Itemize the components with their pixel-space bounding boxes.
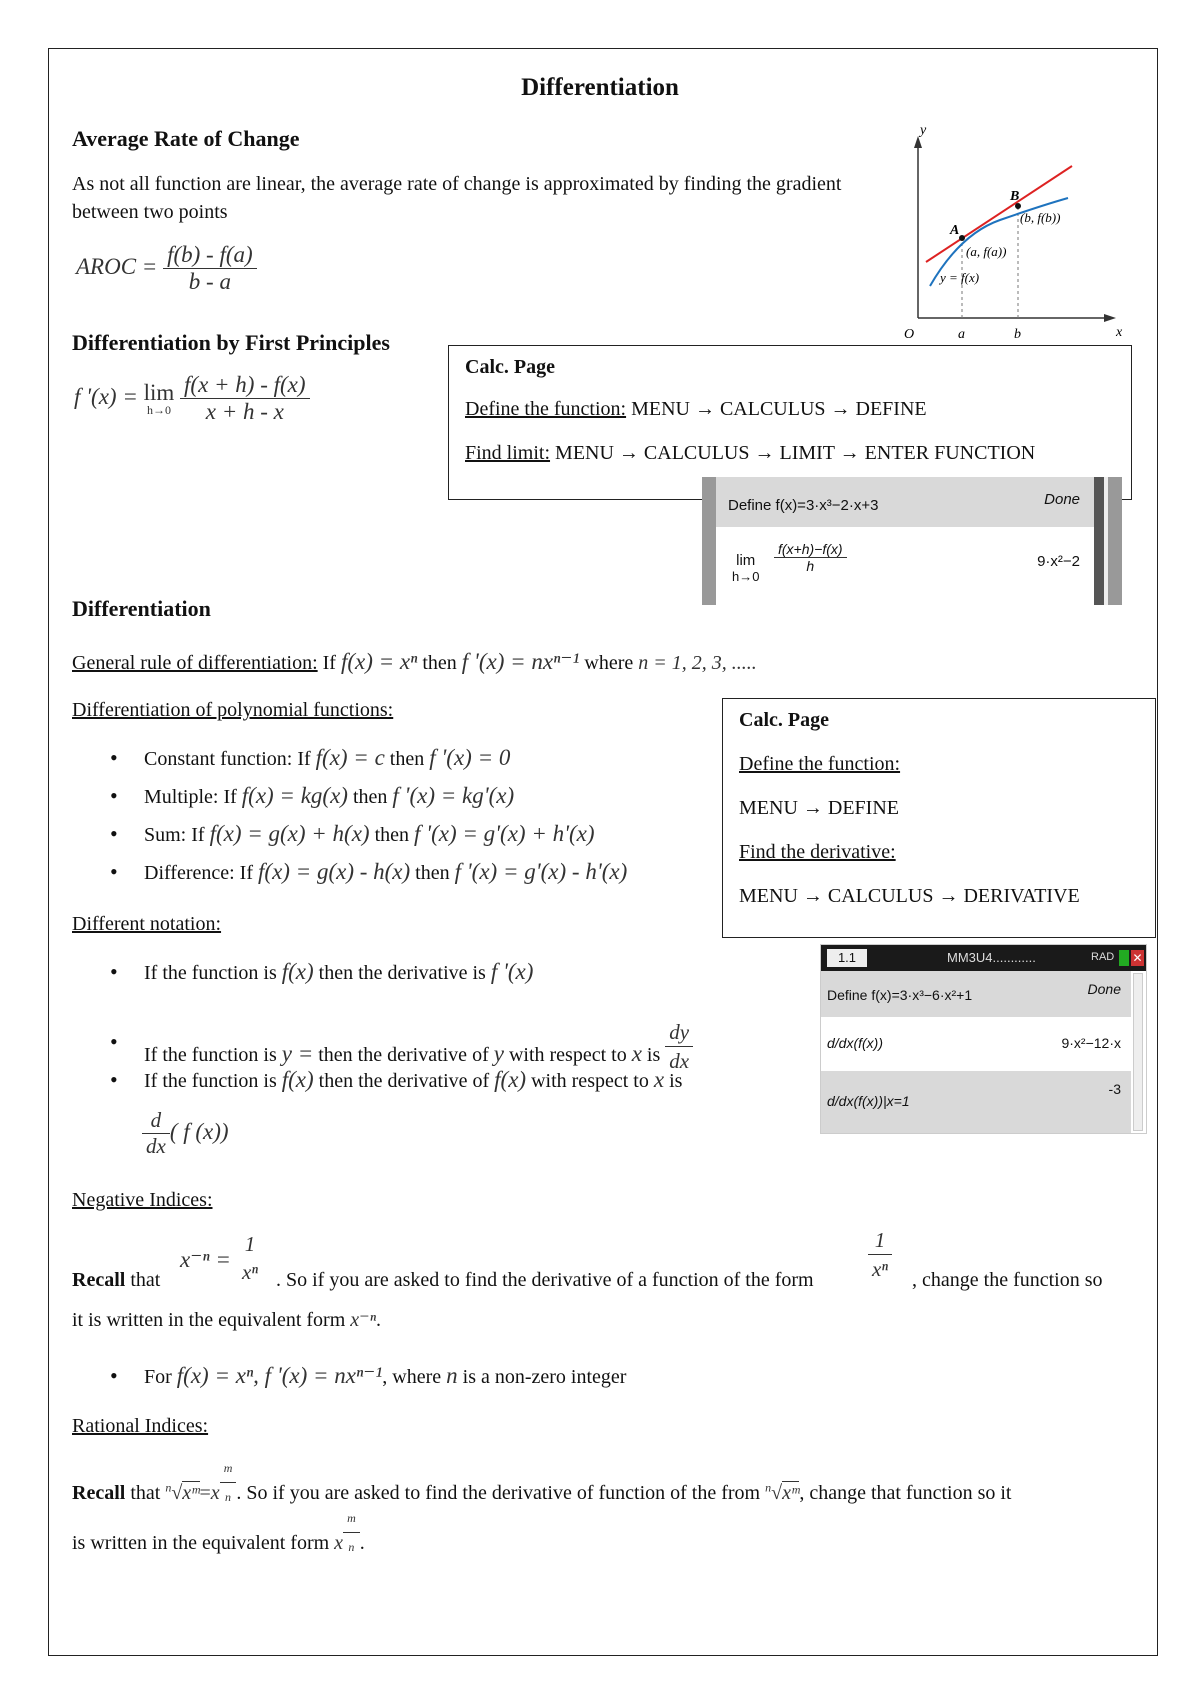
point-a-label: A [950,223,960,238]
screen2-done-text: Done [1087,981,1121,997]
neg-bullet-rest: is a non-zero integer [457,1366,627,1388]
n3-f2: f(x) [494,1067,527,1092]
poly-rule-sum [72,820,732,858]
screen-doc-name: MM3U4............ [947,950,1036,965]
n2-mid: then the derivative of [318,1044,494,1067]
poly-rule-multiple [72,782,732,820]
n1-fp: f '(x) [490,959,534,984]
screen-tab[interactable]: 1.1 [827,949,867,967]
n2-wrt: with respect to [503,1044,632,1067]
rat-root: $^n$√xᵐ [165,1480,200,1505]
n1-f: f(x) [281,959,314,984]
screen-left-edge [702,477,716,605]
screen-row-1 [716,477,1094,527]
neg-bullet-f: f(x) = xⁿ, f '(x) = nxⁿ⁻¹ [176,1363,383,1388]
n2-dx: dx [669,1049,690,1073]
calc-box-title: Calc. Page [465,356,555,378]
poly-pre: Multiple: If [144,786,242,808]
neg-form-num: 1 [868,1226,892,1255]
poly-rule-constant [72,744,732,782]
poly-rule-difference [72,858,732,896]
rat-exp-m: m [220,1454,237,1483]
rat-root-2: $^n$√xᵐ [765,1480,800,1505]
screen2-row-3 [821,1071,1131,1133]
n2-is: is [641,1044,666,1067]
neg-fraction [238,1230,262,1286]
negative-indices-label: Negative Indices: [72,1189,213,1211]
poly-pre: Sum: If [144,824,210,846]
notation-label: Different notation: [72,913,222,935]
rat-root2-index: n [765,1480,772,1495]
general-rule [72,648,757,677]
neg-text-4: . [376,1309,382,1331]
negative-indices-form [72,1306,381,1334]
neg-bullet-where: , where [382,1366,447,1388]
point-a [959,235,965,241]
aroc-denominator: b - a [188,269,231,294]
rational-indices-label: Rational Indices: [72,1415,209,1437]
n3-fx: ( f (x)) [169,1118,229,1144]
neg-form-fraction [868,1226,892,1283]
neg-text-2: , change the function so [912,1269,1103,1291]
aroc-numerator: f(b) - f(a) [163,242,257,269]
calc-2-define-path: MENU → DEFINE [739,797,899,819]
n1-pre: If the function is [144,962,282,984]
screen2-derivative-result: 9·x²−12·x [1061,1035,1121,1051]
screen-right-edge [1108,477,1122,605]
tick-b-label: b [1014,327,1021,342]
rat-eq: = [199,1482,211,1505]
aroc-formula [76,242,257,295]
rat-text-1: . So if you are asked to find the derivative of function of the from [236,1482,766,1505]
poly-then: then [415,862,455,884]
calc-define-path: MENU → CALCULUS → DEFINE [626,398,927,420]
neg-bullet [72,1362,1072,1391]
fp-denominator: x + h - x [205,399,284,424]
screen2-row-2 [821,1017,1131,1071]
screen-topbar [821,945,1146,971]
poly-pre: Constant function: If [144,748,316,770]
polynomial-label: Differentiation of polynomial functions: [72,699,394,721]
poly-pre: Difference: If [144,862,259,884]
tick-a-label: a [958,327,965,342]
notation-list [72,958,812,1106]
screen-scrollbar[interactable] [1094,477,1104,605]
n3-pre: If the function is [144,1070,282,1092]
poly-fp: f '(x) = g'(x) + h'(x) [414,821,595,846]
poly-f: f(x) = g(x) - h(x) [258,859,411,884]
origin-label: O [904,327,915,342]
rat-text-4: . [359,1532,365,1555]
aroc-lhs: AROC = [76,253,158,279]
n3-d: d [142,1108,170,1134]
first-principles-formula [74,372,310,425]
rat-x2: x [334,1532,344,1555]
rational-indices-form [72,1511,365,1573]
rat-exponent-2 [343,1504,360,1561]
screen2-derivative-expr: d/dx(f(x)) [827,1035,883,1051]
calculator-screen-limit [702,477,1122,605]
x-axis-arrow [1104,314,1116,322]
screen-lim [732,553,759,585]
n3-mid: then the derivative of [313,1070,495,1092]
screen-row-2 [716,527,1094,605]
calc-limit-instruction [465,442,1035,465]
rat-that: that [125,1482,166,1505]
screen-lim-den: h [806,558,815,574]
screen-done-text: Done [1044,491,1080,508]
neg-text-3: it is written in the equivalent form [72,1309,351,1331]
n3-dx: dx [146,1134,166,1158]
general-then: then [417,652,462,674]
screen-lim-word: lim [736,552,756,569]
rat-recall: Recall [72,1482,126,1505]
fp-lhs: f '(x) = [74,383,138,409]
calc-box-2-title: Calc. Page [739,709,829,731]
point-b-label: B [1010,189,1020,204]
neg-bullet-for: For [144,1366,177,1388]
n2-y2: y [493,1041,504,1067]
calc-define-instruction [465,398,927,421]
rat-text-2: , change that function so it [799,1482,1012,1505]
poly-fp: f '(x) = g'(x) - h'(x) [454,859,628,884]
calc-2-deriv-path: MENU → CALCULUS → DERIVATIVE [739,885,1080,907]
n1-mid: then the derivative is [313,962,491,984]
n3-wrt: with respect to [526,1070,654,1092]
x-axis-label: x [1116,325,1123,340]
screen2-define-text: Define f(x)=3·x³−6·x²+1 [827,987,973,1003]
curve-label: y = f(x) [940,270,980,285]
y-axis-label: y [920,126,927,138]
screen-define-text: Define f(x)=3·x³−2·x+3 [728,497,879,514]
poly-then: then [374,824,415,846]
screen2-scrollbar[interactable] [1133,973,1143,1131]
calculator-screen-derivative [820,944,1147,1134]
n3-x: x [653,1067,665,1092]
n3-derivative-notation [142,1108,229,1159]
notation-1 [72,958,812,1028]
rat-radicand: xᵐ [182,1482,200,1505]
calc-page-box-derivative [722,698,1156,938]
screen2-eval-expr: d/dx(f(x))|x=1 [827,1093,910,1109]
n3-f: f(x) [281,1067,314,1092]
neg-recall: Recall [72,1269,126,1291]
calc-2-deriv-label: Find the derivative: [739,841,896,863]
general-f: f(x) = xⁿ [340,649,418,674]
fp-lim-sub: h→0 [146,402,171,417]
poly-f: f(x) = kg(x) [241,783,348,808]
rat-exponent [220,1454,237,1511]
rat-exp2-n: n [348,1540,355,1554]
screen-lim-result: 9·x²−2 [1037,553,1080,570]
secant-graph [890,126,1130,346]
rational-indices-recall [72,1461,1012,1523]
calc-limit-path: MENU → CALCULUS → LIMIT → ENTER FUNCTION [550,442,1036,464]
n2-dy: dy [665,1018,693,1047]
coord-b-label: (b, f(b)) [1020,210,1061,225]
n2-pre: If the function is [144,1044,282,1067]
notation-2 [72,1020,812,1073]
rat-root-index: n [165,1480,172,1495]
neg-text-1: . So if you are asked to find the derivative of a function of the form [276,1269,814,1291]
notation-3 [72,1066,812,1106]
screen-mode: RAD [1091,951,1115,963]
screen-lim-fraction [774,541,847,574]
rat-exp-n: n [225,1490,232,1504]
neg-bullet-n: n [446,1363,458,1388]
poly-fp: f '(x) = 0 [429,745,511,770]
aroc-text: As not all function are linear, the average rate of change is approximated by finding the gradient between two points [72,173,842,223]
screen-lim-sub: h→0 [732,569,760,584]
coord-a-label: (a, f(a)) [966,244,1007,259]
rat-text-3: is written in the equivalent form [72,1532,335,1555]
rat-x: x [210,1482,220,1505]
page-title: Differentiation [521,74,679,101]
general-n: n = 1, 2, 3, ..... [638,652,757,674]
n3-is: is [664,1070,683,1092]
rat-exp2-m: m [343,1504,360,1533]
neg-form-den: xⁿ [872,1257,888,1281]
rat-radicand-2: xᵐ [782,1482,800,1505]
calc-define-label: Define the function: [465,398,627,420]
screen2-row-1 [821,971,1131,1017]
neg-form-2: x⁻ⁿ [350,1309,377,1331]
neg-lhs: x⁻ⁿ = [180,1247,231,1272]
calc-limit-label: Find limit: [465,442,551,464]
general-fp: f '(x) = nxⁿ⁻¹ [461,649,580,674]
battery-icon [1119,950,1129,966]
screen-lim-num: f(x+h)−f(x) [774,541,847,558]
negative-indices-list [72,1362,1072,1391]
poly-f: f(x) = g(x) + h(x) [209,821,370,846]
first-principles-heading: Differentiation by First Principles [72,330,390,355]
poly-then: then [352,786,393,808]
neg-num: 1 [244,1232,256,1256]
neg-den: xⁿ [242,1260,258,1284]
general-rule-label: General rule of differentiation: [72,652,318,674]
general-if: If [317,652,341,674]
differentiation-heading: Differentiation [72,596,211,621]
n2-x: x [631,1041,642,1067]
negative-indices-recall [72,1230,1132,1300]
neg-that: that [125,1269,161,1291]
general-where: where [579,652,639,674]
screen2-eval-result: -3 [1108,1081,1121,1097]
polynomial-list [72,744,732,896]
calc-2-define-label: Define the function: [739,753,901,775]
close-icon[interactable]: ✕ [1132,951,1143,965]
n2-y: y = [281,1041,314,1067]
aroc-heading: Average Rate of Change [72,126,300,151]
poly-then: then [389,748,430,770]
fp-numerator: f(x + h) - f(x) [180,372,310,399]
fp-lim: lim [143,379,175,405]
poly-f: f(x) = c [315,745,385,770]
poly-fp: f '(x) = kg'(x) [392,783,515,808]
